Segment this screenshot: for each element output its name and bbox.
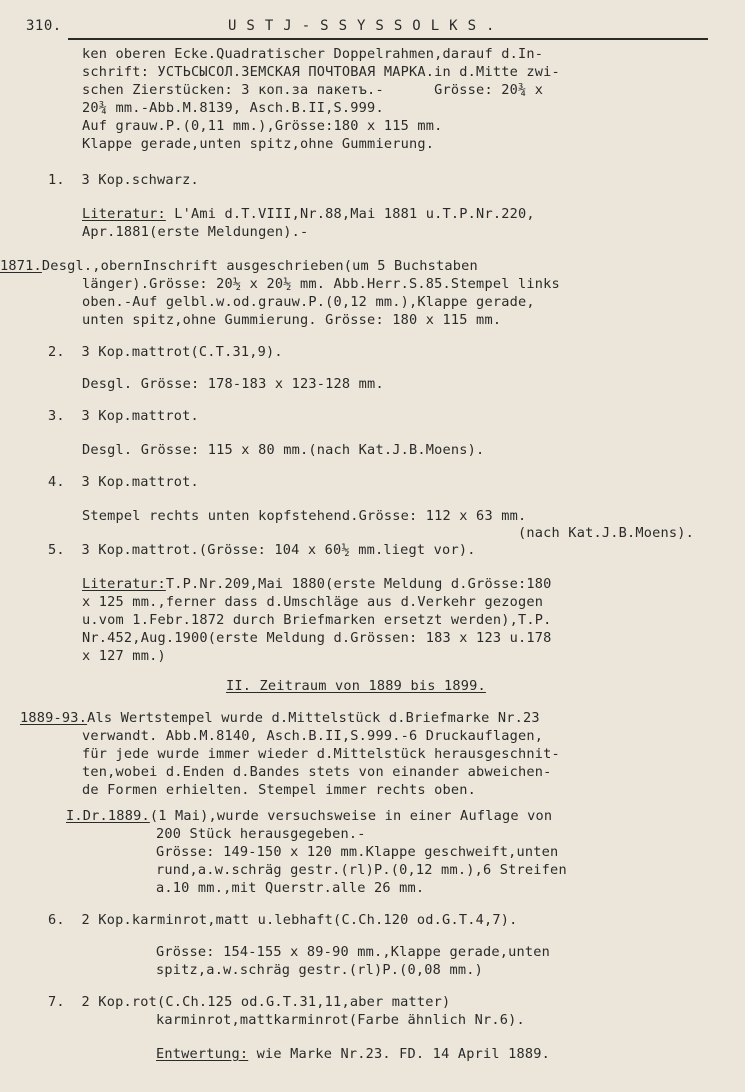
text-line: schen Zierstücken: 3 коп.за пакетъ.- Grösse: 20¾ x <box>82 82 544 98</box>
entry-6: 6. 2 Kop.karminrot,matt u.lebhaft(C.Ch.120 od.G.T.4,7). <box>48 912 518 928</box>
edition-label: I.Dr.1889. <box>66 808 150 824</box>
text-line: Grösse: 149-150 x 120 mm.Klappe geschweift,unten <box>156 844 559 860</box>
section-line <box>20 710 540 727</box>
text-line: L'Ami d.T.VIII,Nr.88,Mai 1881 u.T.P.Nr.220, <box>165 206 535 222</box>
text-line: rund,a.w.schräg gestr.(rl)P.(0,12 mm.),6 Streifen <box>156 862 567 878</box>
entry-4: 4. 3 Kop.mattrot. <box>48 474 199 490</box>
entry-7: 7. 2 Kop.rot(C.Ch.125 od.G.T.31,11,aber matter) <box>48 994 451 1010</box>
text-line: verwandt. Abb.M.8140, Asch.B.II,S.999.-6 Druckauflagen, <box>82 728 544 744</box>
text-line: de Formen erhielten. Stempel immer rechts oben. <box>82 782 477 798</box>
text-line: a.10 mm.,mit Querstr.alle 26 mm. <box>156 880 425 896</box>
year-label: 1889-93. <box>20 710 88 726</box>
entry-1: 1. 3 Kop.schwarz. <box>48 172 199 188</box>
entry-2: 2. 3 Kop.mattrot(C.T.31,9). <box>48 344 283 360</box>
literature-label: Literatur: <box>82 576 166 592</box>
entry-3: 3. 3 Kop.mattrot. <box>48 408 199 424</box>
text-line: karminrot,mattkarminrot(Farbe ähnlich Nr.6). <box>156 1012 525 1028</box>
text-line: länger).Grösse: 20½ x 20½ mm. Abb.Herr.S.85.Stempel links <box>82 276 560 292</box>
text-line: Apr.1881(erste Meldungen).- <box>82 224 309 240</box>
text-line: Als Wertstempel wurde d.Mittelstück d.Briefmarke Nr.23 <box>87 710 540 726</box>
text-line: Desgl. Grösse: 115 x 80 mm.(nach Kat.J.B.Moens). <box>82 442 485 458</box>
text-line: u.vom 1.Febr.1872 durch Briefmarken ersetzt werden),T.P. <box>82 612 552 628</box>
section-heading: II. Zeitraum von 1889 bis 1899. <box>226 678 486 694</box>
text-line: ken oberen Ecke.Quadratischer Doppelrahmen,darauf d.In- <box>82 46 544 62</box>
text-line: T.P.Nr.209,Mai 1880(erste Meldung d.Grösse:180 <box>165 576 552 592</box>
text-line: Desgl. Grösse: 178-183 x 123-128 mm. <box>82 376 384 392</box>
literature-label: Literatur: <box>82 206 166 222</box>
header-rule <box>68 38 708 40</box>
page-title: USTJ-SSYSSOLKS. <box>228 18 505 34</box>
year-label: 1871. <box>0 258 42 274</box>
edition-line <box>66 808 552 825</box>
text-line: oben.-Auf gelbl.w.od.grauw.P.(0,12 mm.),Klappe gerade, <box>82 294 535 310</box>
entry-5: 5. 3 Kop.mattrot.(Grösse: 104 x 60½ mm.liegt vor). <box>48 542 476 558</box>
section-line <box>0 258 478 275</box>
text-line: wie Marke Nr.23. FD. 14 April 1889. <box>248 1046 551 1062</box>
text-line: Desgl.,obernInschrift ausgeschrieben(um 5 Buchstaben <box>41 258 478 274</box>
text-line: (1 Mai),wurde versuchsweise in einer Auflage von <box>149 808 553 824</box>
literature-line <box>82 206 535 223</box>
text-line: schrift: УСТЬСЫСОЛ.ЗЕМСКАЯ ПОЧТОВАЯ МАРКА.in d.Mitte zwi- <box>82 64 560 80</box>
text-line: spitz,a.w.schräg gestr.(rl)P.(0,08 mm.) <box>156 962 483 978</box>
text-line: Stempel rechts unten kopfstehend.Grösse: 112 x 63 mm. <box>82 508 527 524</box>
text-line: Grösse: 154-155 x 89-90 mm.,Klappe gerade,unten <box>156 944 551 960</box>
page-number: 310. <box>26 18 62 34</box>
cancellation-label: Entwertung: <box>156 1046 249 1062</box>
text-line: Nr.452,Aug.1900(erste Meldung d.Grössen: 183 x 123 u.178 <box>82 630 552 646</box>
text-line: x 127 mm.) <box>82 648 166 664</box>
text-line: Klappe gerade,unten spitz,ohne Gummierung. <box>82 136 435 152</box>
text-line: 200 Stück herausgegeben.- <box>156 826 366 842</box>
literature-line <box>82 576 552 593</box>
text-line: (nach Kat.J.B.Moens). <box>518 525 695 541</box>
text-line: Auf grauw.P.(0,11 mm.),Grösse:180 x 115 mm. <box>82 118 443 134</box>
text-line: x 125 mm.,ferner dass d.Umschläge aus d.Verkehr gezogen <box>82 594 544 610</box>
text-line: ten,wobei d.Enden d.Bandes stets von einander abweichen- <box>82 764 552 780</box>
text-line: 20¾ mm.-Abb.M.8139, Asch.B.II,S.999. <box>82 100 384 116</box>
cancellation-line <box>156 1046 550 1063</box>
text-line: für jede wurde immer wieder d.Mittelstück herausgeschnit- <box>82 746 560 762</box>
text-line: unten spitz,ohne Gummierung. Grösse: 180 x 115 mm. <box>82 312 502 328</box>
